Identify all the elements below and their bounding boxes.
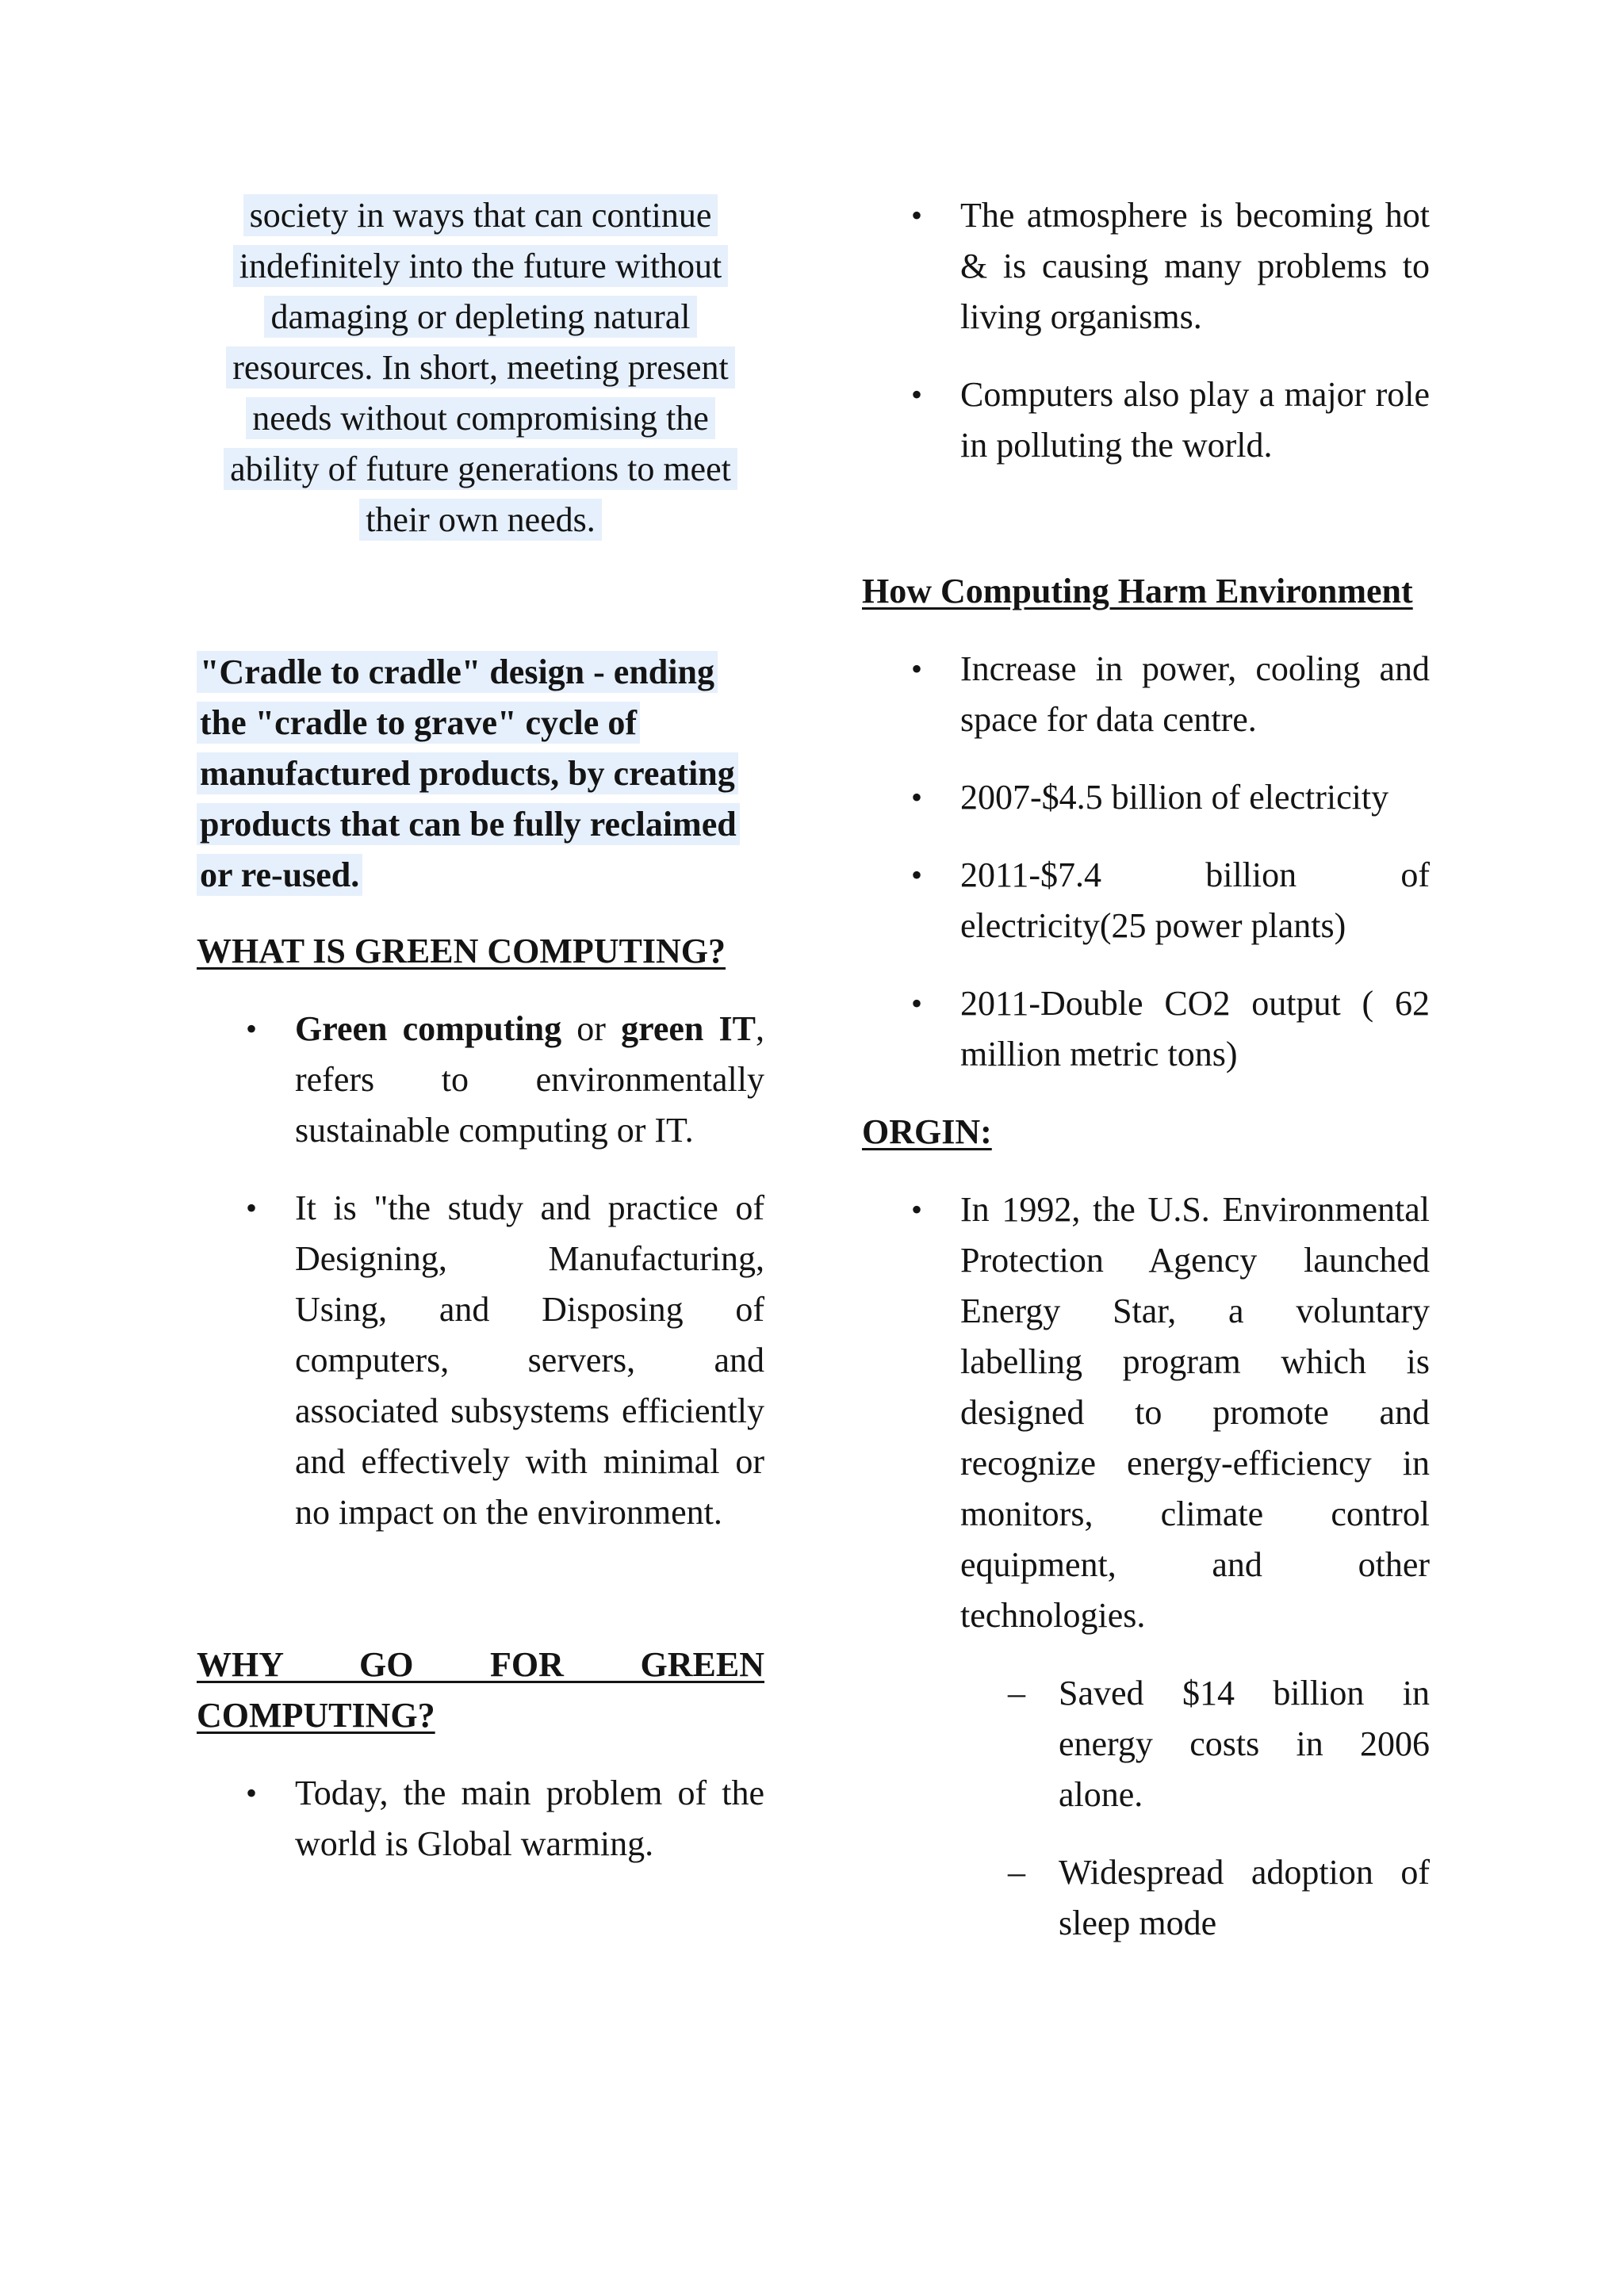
what-is-green-computing-heading: WHAT IS GREEN COMPUTING?: [197, 932, 726, 970]
why-bullets-list: [197, 1768, 764, 1869]
list-item: • Computers also play a major role in polluting the world.: [862, 369, 1430, 471]
why-go-green-heading: WHY GO FOR GREEN COMPUTING?: [197, 1645, 764, 1735]
cradle-paragraph: "Cradle to cradle" design - ending the "cradle to grave" cycle of manufactured products, by creating products that can be fully reclaimed or re-used.: [197, 647, 764, 901]
bullet-icon: •: [911, 985, 923, 1021]
origin-heading: ORGIN:: [862, 1112, 992, 1151]
list-item: • It is "the study and practice of Designing, Manufacturing, Using, and Disposing of computers, servers, and associated subsystems efficiently and effectively with minimal or no impact on the environment.: [197, 1183, 764, 1538]
list-item: • The atmosphere is becoming hot & is causing many problems to living organisms.: [862, 190, 1430, 342]
list-item: – Saved $14 billion in energy costs in 2006 alone.: [862, 1668, 1430, 1820]
list-item: • In 1992, the U.S. Environmental Protection Agency launched Energy Star, a voluntary labelling program which is designed to promote and recognize energy-efficiency in monitors, climate control equipment, and other technologies.: [862, 1184, 1430, 1641]
bullet-icon: •: [911, 377, 923, 412]
bullet-icon: •: [911, 779, 923, 815]
bullet-icon: •: [246, 1775, 258, 1811]
origin-bullets-list: [862, 1184, 1430, 1641]
harm-bullets-list: [862, 644, 1430, 1080]
list-item: • Green computing or green IT, refers to environmentally sustainable computing or IT.: [197, 1004, 764, 1156]
list-item: – Widespread adoption of sleep mode: [862, 1847, 1430, 1949]
list-item: • 2011-Double CO2 output ( 62 million metric tons): [862, 978, 1430, 1080]
dash-icon: –: [1008, 1853, 1025, 1892]
list-item: • Increase in power, cooling and space for data centre.: [862, 644, 1430, 745]
bullet-icon: •: [911, 651, 923, 687]
bullet-icon: •: [911, 197, 923, 233]
bullet-icon: •: [911, 857, 923, 893]
top-bullets-list: [862, 190, 1430, 471]
bullet-icon: •: [246, 1190, 258, 1226]
bullet-icon: •: [911, 1192, 923, 1227]
list-item: • Today, the main problem of the world is Global warming.: [197, 1768, 764, 1869]
dash-icon: –: [1008, 1674, 1025, 1712]
intro-paragraph: society in ways that can continue indefinitely into the future without damaging or depleting natural resources. In short, meeting present needs without compromising the ability of future generations to meet their own needs.: [203, 190, 758, 545]
bullet-icon: •: [246, 1011, 258, 1047]
right-column: [862, 190, 1430, 1949]
harm-environment-heading: How Computing Harm Environment: [862, 572, 1413, 610]
what-bullets-list: [197, 1004, 764, 1538]
list-item: • 2011-$7.4 billion of electricity(25 power plants): [862, 850, 1430, 951]
left-column: [197, 190, 764, 1869]
list-item: • 2007-$4.5 billion of electricity: [862, 772, 1430, 823]
origin-subitems-list: [862, 1668, 1430, 1949]
